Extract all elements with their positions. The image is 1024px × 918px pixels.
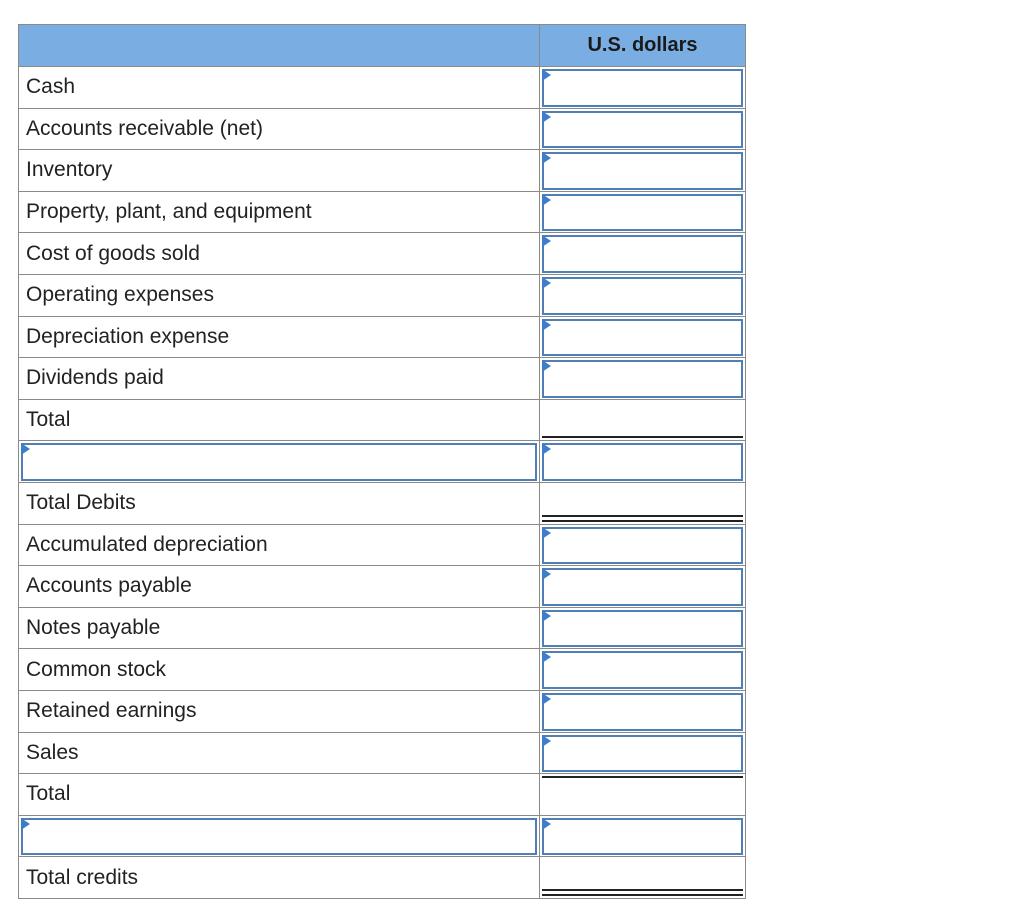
amount-input-depreciation-expense[interactable] — [542, 319, 743, 357]
table-row — [19, 109, 746, 151]
table-header-row — [19, 25, 746, 67]
extra-value-cell — [540, 816, 746, 858]
account-label: Accounts receivable (net) — [19, 109, 540, 151]
dropdown-marker-icon — [542, 443, 551, 455]
amount-cell — [540, 649, 746, 691]
amount-cell — [540, 109, 746, 151]
table-row — [19, 67, 746, 109]
debit-total-row — [19, 400, 746, 442]
dropdown-marker-icon — [542, 277, 551, 289]
amount-cell — [540, 608, 746, 650]
dropdown-marker-icon — [21, 443, 30, 455]
extra-label-cell — [19, 441, 540, 483]
amount-cell — [540, 233, 746, 275]
header-value-cell — [540, 25, 746, 67]
account-label: Property, plant, and equipment — [19, 192, 540, 234]
dropdown-marker-icon — [542, 194, 551, 206]
account-label: Sales — [19, 733, 540, 775]
total-credits-label: Total credits — [19, 857, 540, 899]
total-debits-cell — [540, 483, 746, 525]
dropdown-marker-icon — [542, 693, 551, 705]
header-label-cell — [19, 25, 540, 67]
amount-input-accumulated-depreciation[interactable] — [542, 527, 743, 565]
account-label: Depreciation expense — [19, 317, 540, 359]
total-top-rule — [542, 776, 743, 778]
total-debits-label: Total Debits — [19, 483, 540, 525]
total-credits-row — [19, 857, 746, 899]
amount-input-inventory[interactable] — [542, 152, 743, 190]
table-row — [19, 317, 746, 359]
amount-cell — [540, 67, 746, 109]
account-label: Notes payable — [19, 608, 540, 650]
account-label: Retained earnings — [19, 691, 540, 733]
extra-value-cell — [540, 441, 746, 483]
account-label: Accumulated depreciation — [19, 525, 540, 567]
account-label: Accounts payable — [19, 566, 540, 608]
credit-total-cell — [540, 774, 746, 816]
total-credits-cell — [540, 857, 746, 899]
amount-cell — [540, 691, 746, 733]
dropdown-marker-icon — [542, 568, 551, 580]
dropdown-marker-icon — [542, 235, 551, 247]
table-row — [19, 525, 746, 567]
amount-input-common-stock[interactable] — [542, 651, 743, 689]
dropdown-marker-icon — [542, 319, 551, 331]
amount-input-accounts-receivable[interactable] — [542, 111, 743, 149]
credit-total-row — [19, 774, 746, 816]
amount-cell — [540, 275, 746, 317]
worksheet-table — [18, 24, 746, 899]
amount-input-sales[interactable] — [542, 735, 743, 773]
amount-input-dividends-paid[interactable] — [542, 360, 743, 398]
dropdown-marker-icon — [542, 69, 551, 81]
amount-input-accounts-payable[interactable] — [542, 568, 743, 606]
dropdown-marker-icon — [542, 818, 551, 830]
account-label: Dividends paid — [19, 358, 540, 400]
total-debits-row — [19, 483, 746, 525]
account-label: Common stock — [19, 649, 540, 691]
amount-input-notes-payable[interactable] — [542, 610, 743, 648]
dropdown-marker-icon — [542, 610, 551, 622]
dropdown-marker-icon — [21, 818, 30, 830]
table-row — [19, 233, 746, 275]
column-heading-usd: U.S. dollars — [587, 34, 698, 56]
extra-label-input[interactable] — [21, 443, 537, 481]
dropdown-marker-icon — [542, 651, 551, 663]
extra-value-input[interactable] — [542, 443, 743, 481]
total-label: Total — [19, 774, 540, 816]
dropdown-marker-icon — [542, 111, 551, 123]
extra-label-input[interactable] — [21, 818, 537, 856]
amount-cell — [540, 733, 746, 775]
extra-label-cell — [19, 816, 540, 858]
table-row — [19, 649, 746, 691]
amount-cell — [540, 317, 746, 359]
table-row — [19, 566, 746, 608]
amount-cell — [540, 150, 746, 192]
table-row — [19, 608, 746, 650]
amount-cell — [540, 566, 746, 608]
credit-extra-row — [19, 816, 746, 858]
amount-input-cash[interactable] — [542, 69, 743, 107]
table-row — [19, 150, 746, 192]
total-underline — [542, 436, 743, 438]
debit-extra-row — [19, 441, 746, 483]
double-underline — [542, 515, 743, 522]
dropdown-marker-icon — [542, 152, 551, 164]
amount-input-operating-expenses[interactable] — [542, 277, 743, 315]
table-row — [19, 192, 746, 234]
dropdown-marker-icon — [542, 527, 551, 539]
account-label: Cost of goods sold — [19, 233, 540, 275]
table-row — [19, 691, 746, 733]
amount-cell — [540, 358, 746, 400]
amount-input-retained-earnings[interactable] — [542, 693, 743, 731]
dropdown-marker-icon — [542, 735, 551, 747]
amount-input-cogs[interactable] — [542, 235, 743, 273]
amount-input-ppe[interactable] — [542, 194, 743, 232]
table-row — [19, 275, 746, 317]
account-label: Inventory — [19, 150, 540, 192]
extra-value-input[interactable] — [542, 818, 743, 856]
amount-cell — [540, 192, 746, 234]
account-label: Operating expenses — [19, 275, 540, 317]
dropdown-marker-icon — [542, 360, 551, 372]
account-label: Cash — [19, 67, 540, 109]
double-underline — [542, 889, 743, 896]
amount-cell — [540, 525, 746, 567]
table-row — [19, 358, 746, 400]
table-row — [19, 733, 746, 775]
debit-total-cell — [540, 400, 746, 442]
total-label: Total — [19, 400, 540, 442]
